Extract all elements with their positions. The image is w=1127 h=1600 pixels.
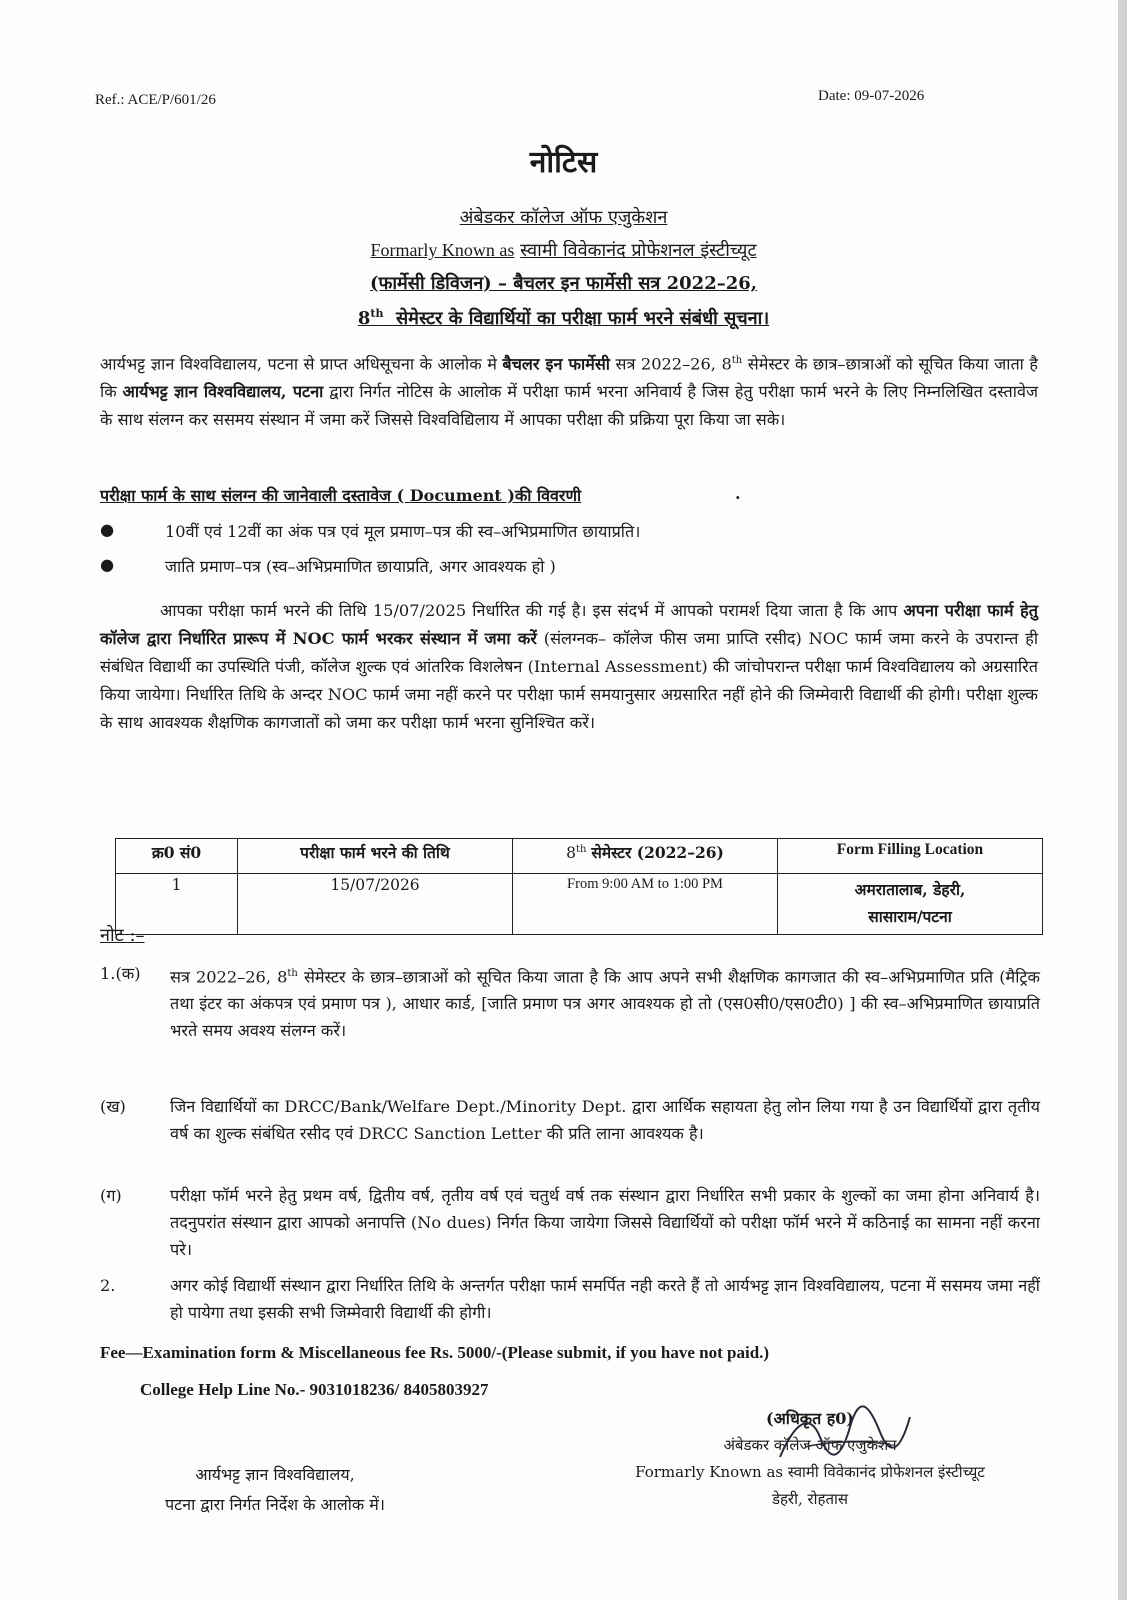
note-text: परीक्षा फॉर्म भरने हेतु प्रथम वर्ष, द्वितीय वर्ष, तृतीय वर्ष एवं चतुर्थ वर्ष तक संस्थान द्वारा निर्धारित सभी प्रकार के शुल्कों का जमा होना अनिवार्य है। तदनुपरांत संस्थान द्वारा आपको अनापत्ति (No dues) निर्गत किया जायेगा जिससे विद्यार्थियों को परीक्षा फॉर्म भरने में कठिनाई का सामना नहीं करना परे। bbox=[170, 1186, 1041, 1259]
note-label: (ग) bbox=[100, 1186, 122, 1205]
note-item bbox=[100, 960, 1040, 1044]
column-header bbox=[513, 839, 778, 874]
note-label: 1.(क) bbox=[100, 964, 141, 983]
table-header-row bbox=[116, 839, 1043, 874]
note-text: जिन विद्यार्थियों का DRCC/Bank/Welfare Dept./Minority Dept. द्वारा आर्थिक सहायता हेतु लोन लिया गया है उन विद्यार्थियों द्वारा तृतीय वर्ष का शुल्क संबंधित रसीद एवं DRCC Sanction Letter की प्रति लाना आवश्यक है। bbox=[170, 1097, 1040, 1143]
column-header: परीक्षा फार्म भरने की तिथि bbox=[238, 839, 513, 874]
notes-heading: नोट :– bbox=[100, 925, 145, 946]
note-text: अगर कोई विद्यार्थी संस्थान द्वारा निर्धारित तिथि के अन्तर्गत परीक्षा फार्म समर्पित नही करते हैं तो आर्यभट्ट ज्ञान विश्वविद्यालय, पटना में ससमय जमा नहीं हो पायेगा तथा इसकी सभी जिम्मेवारी विद्यार्थी की होगी। bbox=[170, 1276, 1040, 1322]
former-name bbox=[0, 238, 1127, 262]
schedule-table bbox=[115, 838, 1043, 935]
document-item-text: जाति प्रमाण–पत्र (स्व–अभिप्रमाणित छायाप्रति, अगर आवश्यक हो ) bbox=[165, 557, 556, 576]
page-title: नोटिस bbox=[529, 145, 598, 180]
note-item bbox=[100, 1093, 1040, 1147]
semester-suffix: th bbox=[576, 843, 587, 855]
intro-sup: th bbox=[731, 355, 743, 366]
documents-heading: परीक्षा फार्म के साथ संलग्न की जानेवाली दस्तावेज ( Document )की विवरणी bbox=[100, 486, 582, 505]
instructions-text-2: (संलग्नक– कॉलेज फीस जमा प्राप्ति रसीद) NOC फार्म जमा करने के उपरान्त ही संबंधित विद्यार्थी का उपस्थिति पंजी, कॉलेज शुल्क एवं आंतरिक विशलेषन (Internal Assessment) की जांचोपरान्त परीक्षा फार्म विश्वविद्यालय को अग्रसारित किया जायेगा। निर्धारित तिथि के अन्दर NOC फार्म जमा नहीं करने पर परीक्षा फार्म समयानुसार अग्रसारित नहीं होने की जिम्मेवारी विद्यार्थी की होगी। परीक्षा शुल्क के साथ आवश्यक शैक्षणिक कागजातों को जमा कर परीक्षा फार्म भरना सुनिश्चित करें। bbox=[100, 629, 1039, 732]
semester-number: 8 bbox=[566, 844, 576, 862]
semester-number: 8 bbox=[357, 308, 371, 329]
note-item bbox=[100, 1272, 1040, 1326]
instructions-text-1: आपका परीक्षा फार्म भरने की तिथि 15/07/2025 निर्धारित की गई है। इस संदर्भ में आपको परामर्श दिया जाता है कि आप bbox=[160, 601, 898, 620]
column-header: Form Filling Location bbox=[778, 839, 1043, 874]
bullet-icon: ● bbox=[100, 555, 115, 574]
intro-text-3: सेमेस्टर के छात्र–छात्राओं को सूचित किया जाता है कि bbox=[100, 354, 1038, 402]
fee-notice: Fee—Examination form & Miscellaneous fee Rs. 5000/-(Please submit, if you have not paid.) bbox=[100, 1343, 770, 1362]
signatory-location: डेहरी, रोहतास bbox=[771, 1490, 849, 1508]
instructions-bold: अपना परीक्षा फार्म हेतु कॉलेज द्वारा निर्धारित प्रारूप में NOC फार्म भरकर संस्थान में जमा करें bbox=[100, 601, 1038, 648]
handwritten-signature bbox=[770, 1402, 920, 1472]
intro-text-4: द्वारा निर्गत नोटिस के आलोक में परीक्षा फार्म भरना अनिवार्य है जिस हेतु परीक्षा फार्म भरने के लिए निम्नलिखित दस्तावेज के साथ संलग्न कर ससमय संस्थान में जमा करें जिससे विश्वविद्यिलाय में आपका परीक्षा की प्रक्रिया पूरा किया जा सके। bbox=[100, 382, 1038, 430]
semester-header-text: सेमेस्टर (2022–26) bbox=[591, 843, 724, 862]
column-header: क्र0 सं0 bbox=[116, 839, 238, 874]
university-reference-line: आर्यभट्ट ज्ञान विश्वविद्यालय, bbox=[195, 1465, 355, 1484]
table-cell: From 9:00 AM to 1:00 PM bbox=[513, 874, 778, 935]
signatory-college: अंबेडकर कॉलेज ऑफ एजुकेशन bbox=[723, 1436, 897, 1454]
note-label: (ख) bbox=[100, 1097, 126, 1116]
authorized-signature-label: (अधिकृत ह0) bbox=[766, 1409, 854, 1428]
university-reference bbox=[110, 1460, 440, 1520]
intro-bold-2: आर्यभट्ट ज्ञान विश्वविद्यालय, पटना bbox=[122, 382, 324, 402]
note-label: 2. bbox=[100, 1276, 116, 1295]
notice-subject bbox=[0, 306, 1127, 330]
table-row bbox=[116, 874, 1043, 935]
reference-number: Ref.: ACE/P/601/26 bbox=[95, 92, 216, 108]
note-text bbox=[170, 960, 1040, 1044]
college-name-text: अंबेडकर कॉलेज ऑफ एजुकेशन bbox=[459, 207, 668, 228]
document-item-text: 10वीं एवं 12वीं का अंक पत्र एवं मूल प्रमाण–पत्र की स्व–अभिप्रमाणित छायाप्रति। bbox=[165, 522, 641, 541]
college-name bbox=[0, 205, 1127, 229]
note-text-part: सेमेस्टर के छात्र–छात्राओं को सूचित किया जाता है कि आप अपने सभी शैक्षणिक कागजात की स्व–अभिप्रमाणित प्रति (मैट्रिक तथा इंटर का अंकपत्र एवं प्रमाण पत्र ), आधार कार्ड, [जाति प्रमाण पत्र अगर आवश्यक हो तो (एस0सी0/एस0टी0) ] की स्व–अभिप्रमाणित छायाप्रति भरते समय अवश्य संलग्न करें। bbox=[170, 967, 1040, 1041]
semester-suffix: th bbox=[370, 307, 384, 320]
intro-paragraph bbox=[100, 347, 1038, 434]
documents-heading-tail: . bbox=[735, 484, 741, 503]
note-item bbox=[100, 1182, 1040, 1263]
notice-subject-text bbox=[358, 308, 769, 329]
intro-bold-1: बैचलर इन फार्मेसी bbox=[502, 354, 610, 374]
bullet-icon: ● bbox=[100, 520, 115, 539]
program-session-text: (फार्मेसी डिविजन) – बैचलर इन फार्मेसी सत्र 2022–26, bbox=[369, 273, 758, 294]
intro-text-1: आर्यभट्ट ज्ञान विश्वविद्यालय, पटना से प्राप्त अधिसूचना के आलोक मे bbox=[100, 354, 497, 374]
table-cell bbox=[778, 874, 1043, 935]
table-cell: 1 bbox=[116, 874, 238, 935]
helpline-numbers: College Help Line No.- 9031018236/ 8405803927 bbox=[140, 1380, 489, 1399]
intro-text-2: सत्र 2022–26, 8 bbox=[615, 354, 732, 374]
instructions-paragraph bbox=[100, 597, 1038, 737]
signatory-former-name: Formarly Known as स्वामी विवेकानंद प्रोफेशनल इंस्टीच्यूट bbox=[635, 1463, 985, 1481]
location-line-2: सासाराम/पटना bbox=[868, 907, 952, 926]
former-name-text: स्वामी विवेकानंद प्रोफेशनल इंस्टीच्यूट bbox=[520, 240, 757, 261]
table-cell: 15/07/2026 bbox=[238, 874, 513, 935]
location-line-1: अमरातालाब, डेहरी, bbox=[854, 880, 966, 899]
note-sup: th bbox=[287, 968, 298, 979]
note-text-part: सत्र 2022–26, 8 bbox=[170, 967, 288, 987]
subject-line: सेमेस्टर के विद्यार्थियों का परीक्षा फार्म भरने संबंधी सूचना। bbox=[396, 308, 770, 329]
program-session bbox=[0, 271, 1127, 295]
university-reference-line: पटना द्वारा निर्गत निर्देश के आलोक में। bbox=[165, 1495, 385, 1514]
former-name-prefix: Formarly Known as bbox=[370, 240, 515, 260]
notice-date: Date: 09-07-2026 bbox=[818, 88, 925, 104]
